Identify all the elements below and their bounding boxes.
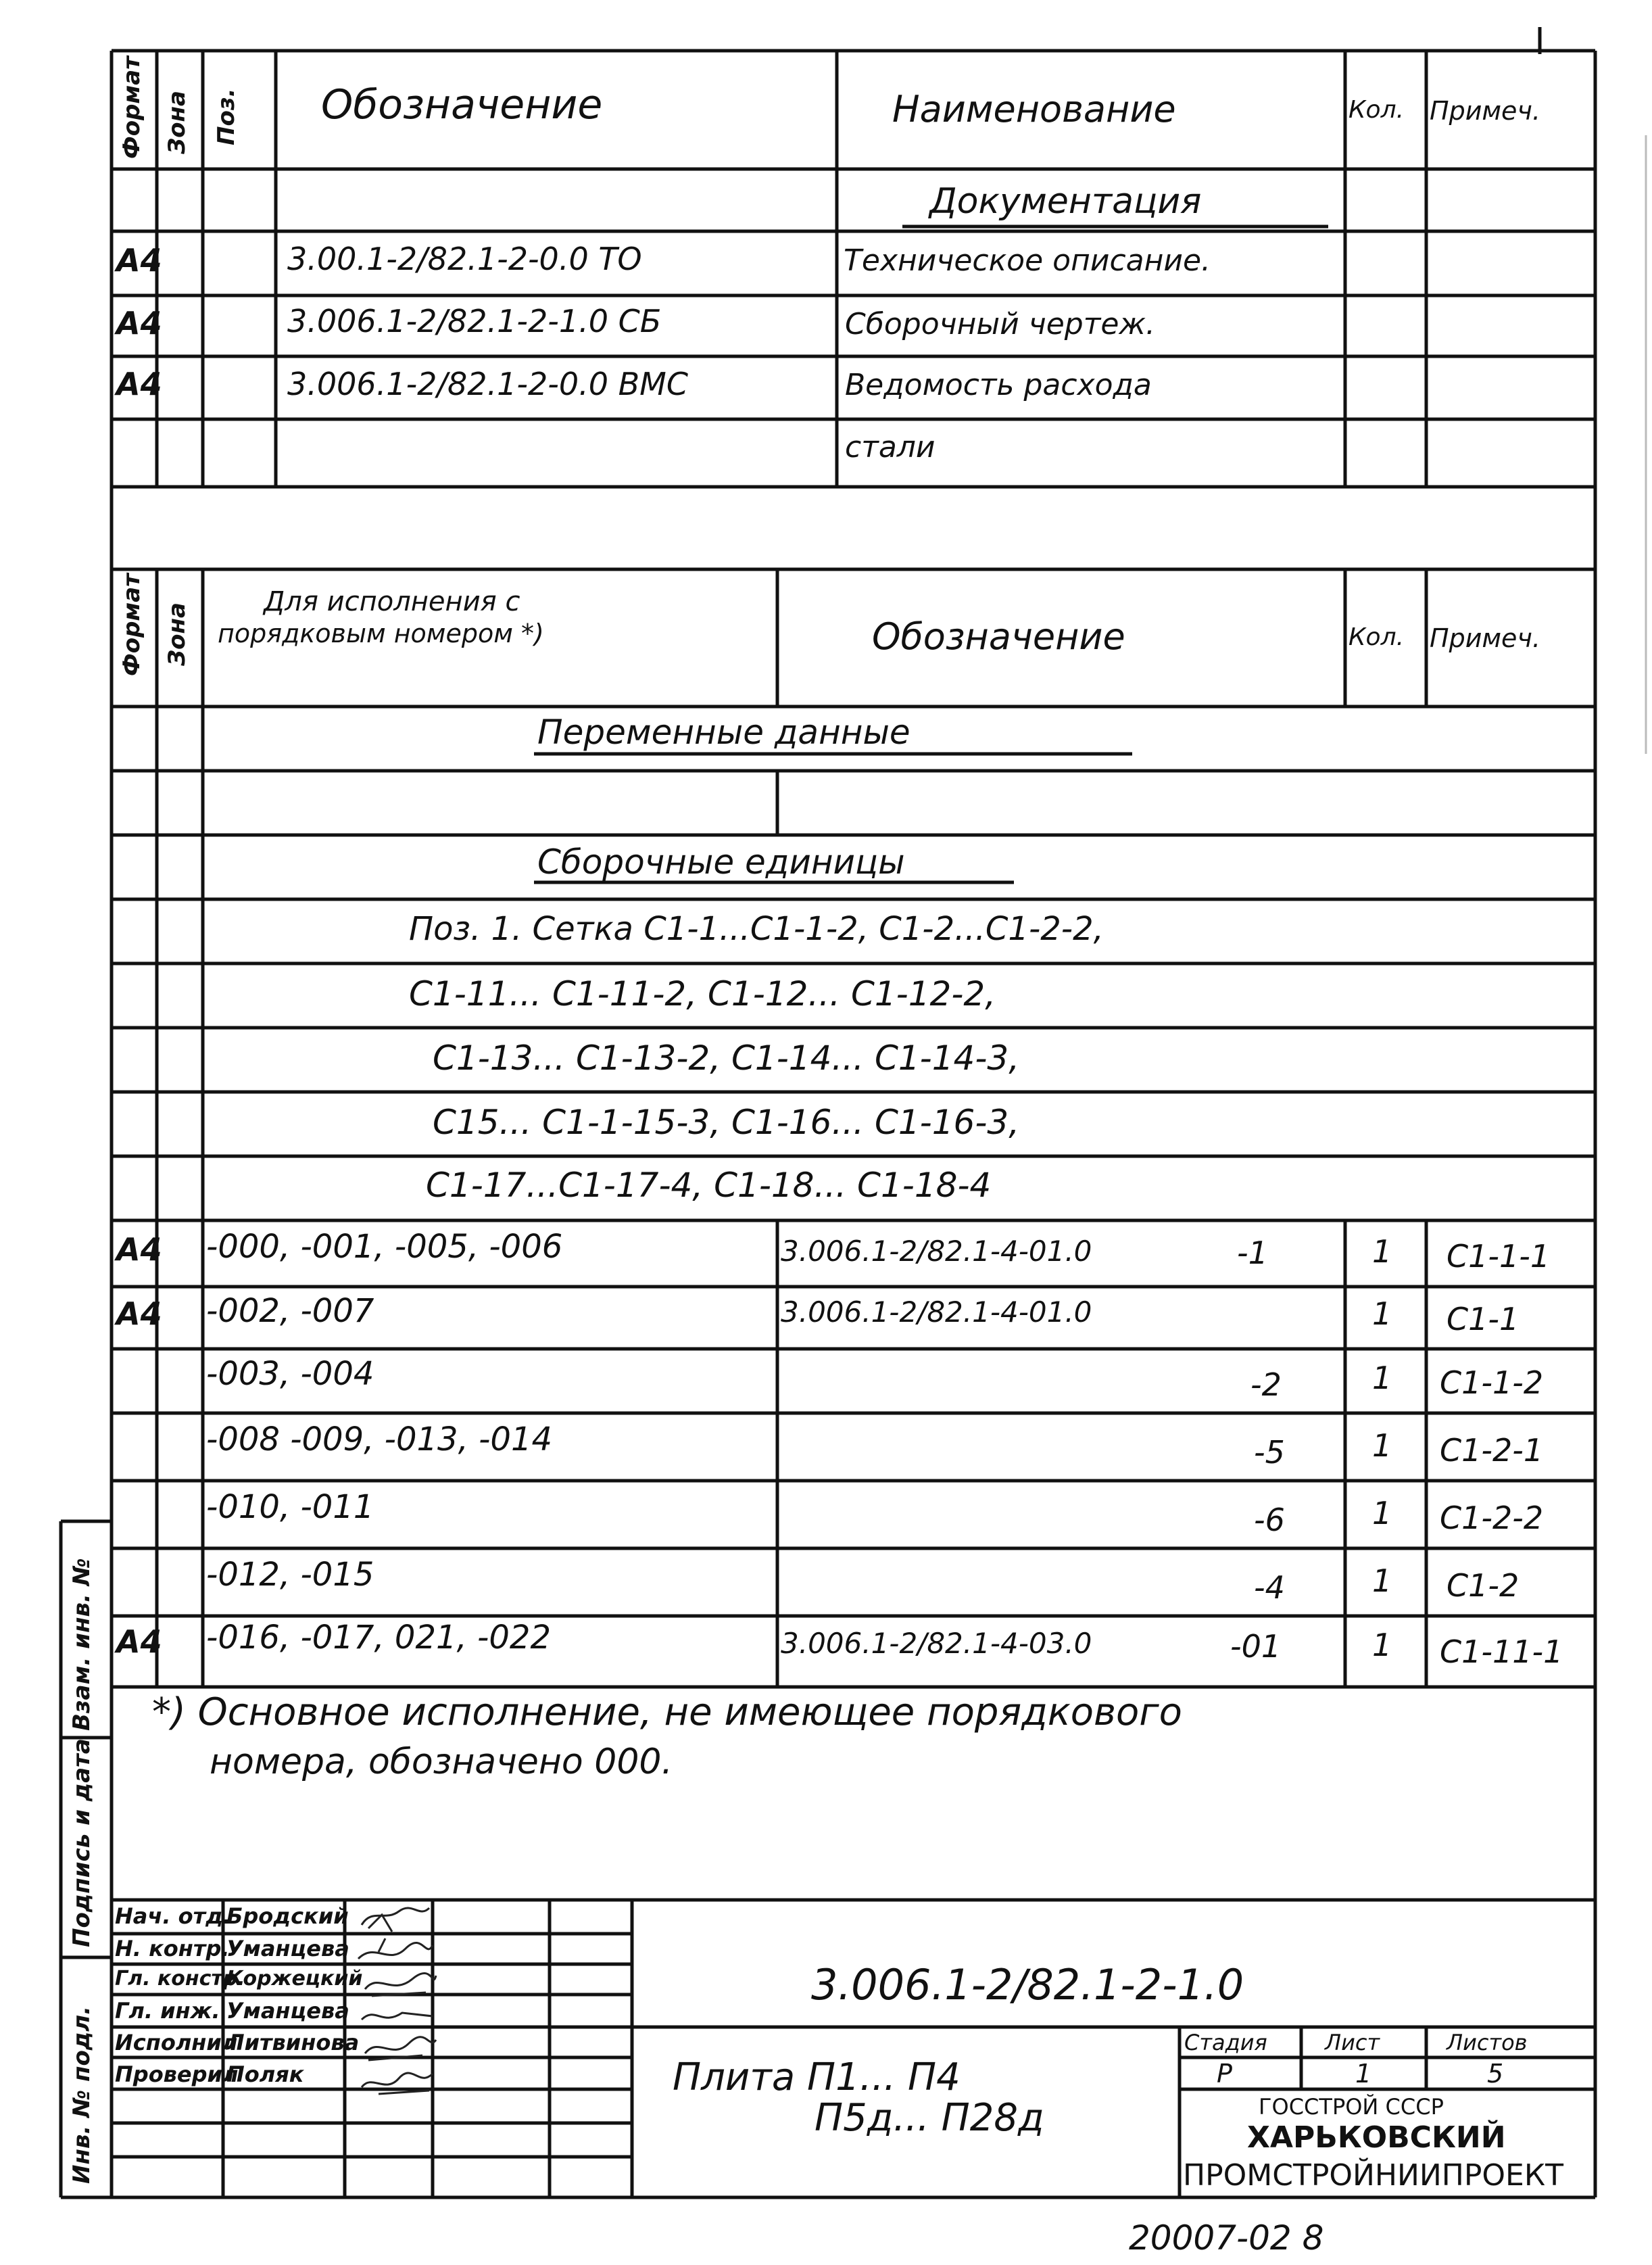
note-cell: С1-1-2 — [1440, 1364, 1544, 1401]
footnote-line-1: *) Основное исполнение, не имеющее порядкового — [152, 1690, 1182, 1734]
staff-name: Уманцева — [226, 1936, 349, 1961]
position-line: С1-13... С1-13-2, С1-14... С1-14-3, — [433, 1039, 1020, 1078]
position-line: С1-11... С1-11-2, С1-12... С1-12-2, — [409, 974, 996, 1014]
format-cell: А4 — [116, 242, 162, 279]
qty-cell: 1 — [1372, 1295, 1392, 1332]
staff-role: Проверил — [115, 2061, 239, 2087]
note-cell: С1-2 — [1447, 1567, 1520, 1604]
staff-role: Исполнил — [115, 2030, 238, 2055]
replacement-inventory-label: Взам. инв. № — [68, 1558, 95, 1731]
format-header: Формат — [118, 56, 145, 159]
note-cell: С1-1 — [1447, 1301, 1520, 1337]
position-line: С15... С1-1-15-3, С1-16... С1-16-3, — [433, 1103, 1020, 1142]
org-line-3: ПРОМСТРОЙНИИПРОЕКТ — [1183, 2158, 1563, 2193]
format-cell: А4 — [116, 305, 162, 341]
designation-cell: 3.006.1-2/82.1-4-03.0 — [781, 1627, 1092, 1660]
note-cell: С1-2-2 — [1440, 1500, 1544, 1536]
signatures — [351, 1901, 446, 2124]
item-name-line-2: П5д... П28д — [815, 2096, 1044, 2140]
variant-cell: -008 -009, -013, -014 — [206, 1421, 553, 1458]
section-variable-data: Переменные данные — [537, 713, 910, 752]
zone-header: Зона — [164, 91, 191, 154]
sheet-label: Лист — [1325, 2030, 1380, 2055]
staff-role: Н. контр. — [115, 1936, 230, 1961]
staff-name: Литвинова — [226, 2030, 360, 2055]
designation-cell: 3.006.1-2/82.1-4-01.0 — [781, 1235, 1092, 1268]
archive-number: 20007-02 8 — [1129, 2218, 1324, 2258]
variant-cell: -016, -017, 021, -022 — [206, 1619, 551, 1656]
name-cell: Сборочный чертеж. — [845, 307, 1156, 341]
note-cell: С1-2-1 — [1440, 1432, 1544, 1469]
signature-date-label: Подпись и дата — [68, 1738, 95, 1947]
designation-cell: 3.006.1-2/82.1-2-1.0 СБ — [287, 303, 662, 339]
position-line: Поз. 1. Сетка С1-1...С1-1-2, С1-2...С1-2-2, — [409, 910, 1104, 948]
name-cell: Ведомость расхода — [845, 368, 1152, 402]
variant-cell: -012, -015 — [206, 1556, 374, 1594]
format-cell: А4 — [116, 1231, 162, 1268]
designation-cell: 3.006.1-2/82.1-4-01.0 — [781, 1295, 1092, 1329]
format-cell: А4 — [116, 366, 162, 402]
variant-cell: -003, -004 — [206, 1355, 374, 1393]
org-line-2: ХАРЬКОВСКИЙ — [1247, 2120, 1506, 2155]
sheets-value: 5 — [1487, 2059, 1504, 2089]
qty-cell: 1 — [1372, 1627, 1392, 1663]
designation-cell: 3.00.1-2/82.1-2-0.0 ТО — [287, 241, 642, 277]
variant-cell: -000, -001, -005, -006 — [206, 1228, 563, 1266]
item-name-line-1: Плита П1... П4 — [673, 2055, 961, 2099]
zone-header: Зона — [164, 602, 191, 666]
qty-header: Кол. — [1349, 623, 1405, 651]
designation-header: Обозначение — [872, 615, 1125, 658]
document-number: 3.006.1-2/82.1-2-1.0 — [811, 1960, 1244, 2009]
sheet-value: 1 — [1355, 2059, 1372, 2089]
sheets-label: Листов — [1447, 2030, 1528, 2055]
variant-header-line1: Для исполнения с — [264, 586, 520, 617]
stage-label: Стадия — [1184, 2030, 1267, 2055]
qty-cell: 1 — [1372, 1495, 1392, 1531]
staff-name: Уманцева — [226, 1998, 349, 2024]
suffix-cell: -6 — [1254, 1502, 1285, 1538]
format-header: Формат — [118, 573, 145, 676]
pos-header: Поз. — [213, 88, 240, 145]
org-line-1: ГОССТРОЙ СССР — [1259, 2094, 1444, 2120]
variant-header-line2: порядковым номером *) — [218, 619, 544, 648]
staff-name: Бродский — [226, 1903, 349, 1929]
designation-header: Обозначение — [321, 81, 603, 128]
stage-value: Р — [1217, 2059, 1232, 2089]
qty-cell: 1 — [1372, 1233, 1392, 1270]
staff-role: Нач. отд. — [115, 1903, 232, 1929]
staff-name: Поляк — [226, 2061, 304, 2087]
variant-cell: -010, -011 — [206, 1488, 374, 1526]
variant-cell: -002, -007 — [206, 1292, 374, 1330]
note-cell: С1-1-1 — [1447, 1238, 1551, 1274]
suffix-cell: -4 — [1254, 1569, 1285, 1606]
staff-name: Коржецкий — [226, 1967, 363, 1990]
name-cell: стали — [845, 430, 936, 464]
staff-role: Гл. инж. — [115, 1998, 220, 2024]
note-cell: С1-11-1 — [1440, 1634, 1563, 1670]
note-header: Примеч. — [1430, 96, 1540, 126]
staff-role: Гл. констр. — [115, 1967, 245, 1990]
qty-cell: 1 — [1372, 1360, 1392, 1396]
format-cell: А4 — [116, 1623, 162, 1660]
footnote-line-2: номера, обозначено 000. — [210, 1742, 673, 1782]
suffix-cell: -01 — [1230, 1628, 1282, 1665]
suffix-cell: -5 — [1254, 1434, 1285, 1471]
note-header: Примеч. — [1430, 623, 1540, 653]
suffix-cell: -1 — [1237, 1235, 1268, 1271]
section-documentation: Документация — [929, 181, 1202, 222]
qty-cell: 1 — [1372, 1427, 1392, 1464]
qty-header: Кол. — [1349, 96, 1405, 124]
suffix-cell: -2 — [1250, 1366, 1282, 1403]
qty-cell: 1 — [1372, 1563, 1392, 1599]
section-assembly-units: Сборочные единицы — [537, 842, 905, 882]
inventory-original-label: Инв. № подл. — [68, 2005, 95, 2184]
designation-cell: 3.006.1-2/82.1-2-0.0 ВМС — [287, 366, 688, 402]
name-header: Наименование — [892, 88, 1176, 130]
format-cell: А4 — [116, 1295, 162, 1332]
position-line: С1-17...С1-17-4, С1-18... С1-18-4 — [426, 1166, 992, 1205]
name-cell: Техническое описание. — [844, 243, 1211, 278]
